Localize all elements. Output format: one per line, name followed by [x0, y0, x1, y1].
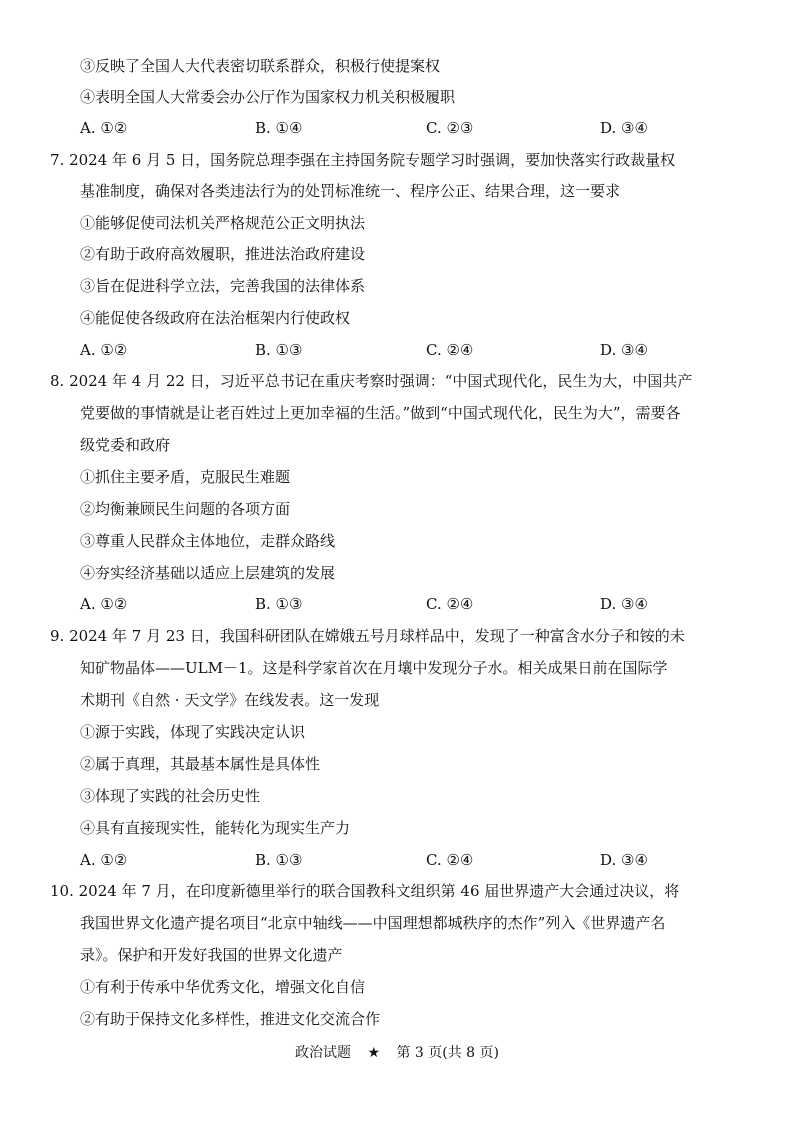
- q9-choice-d[interactable]: D. ③④: [600, 851, 648, 869]
- q9-stem-line-3: 术期刊《自然 · 天文学》在线发表。这一发现: [80, 691, 380, 709]
- q8-stem-line-1: 8. 2024 年 4 月 22 日，习近平总书记在重庆考察时强调：“中国式现代化，民生为大，中国共产: [50, 372, 693, 390]
- q9-option-4: ④具有直接现实性，能转化为现实生产力: [80, 819, 351, 837]
- q7-choice-c[interactable]: C. ②④: [426, 341, 474, 359]
- q7-choice-d[interactable]: D. ③④: [600, 341, 648, 359]
- q6-choice-b[interactable]: B. ①④: [255, 119, 303, 137]
- q8-choice-b[interactable]: B. ①③: [255, 595, 303, 613]
- footer-subject: 政治试题: [294, 1045, 351, 1061]
- q7-choice-a[interactable]: A. ①②: [80, 341, 128, 359]
- q6-choices: [80, 118, 700, 138]
- q7-stem-line-1: 7. 2024 年 6 月 5 日，国务院总理李强在主持国务院专题学习时强调，要加快落实行政裁量权: [50, 151, 676, 169]
- q8-option-1: ①抓住主要矛盾，克服民生难题: [80, 468, 291, 486]
- page-footer: [0, 1043, 794, 1063]
- q10-stem-line-1: 10. 2024 年 7 月，在印度新德里举行的联合国教科文组织第 46 届世界遗产大会通过决议，将: [50, 882, 680, 900]
- q8-choice-c[interactable]: C. ②④: [426, 595, 474, 613]
- q6-option-4: ④表明全国人大常委会办公厅作为国家权力机关积极履职: [80, 88, 456, 106]
- q7-option-2: ②有助于政府高效履职，推进法治政府建设: [80, 245, 366, 263]
- q6-option-3: ③反映了全国人大代表密切联系群众，积极行使提案权: [80, 57, 441, 75]
- q7-option-1: ①能够促使司法机关严格规范公正文明执法: [80, 214, 366, 232]
- footer-page-number: 第 3 页(共 8 页): [396, 1045, 499, 1061]
- q8-choices: [80, 594, 700, 614]
- q9-choices: [80, 850, 700, 870]
- q9-choice-b[interactable]: B. ①③: [255, 851, 303, 869]
- q10-option-2: ②有助于保持文化多样性，推进文化交流合作: [80, 1010, 381, 1028]
- q9-option-3: ③体现了实践的社会历史性: [80, 787, 261, 805]
- q10-stem-line-3: 录》。保护和开发好我国的世界文化遗产: [80, 946, 343, 964]
- q8-stem-line-3: 级党委和政府: [80, 436, 171, 454]
- q8-stem-line-2: 党要做的事情就是让老百姓过上更加幸福的生活。”做到“中国式现代化，民生为大”，需要各: [80, 404, 681, 422]
- q8-option-4: ④夯实经济基础以适应上层建筑的发展: [80, 564, 336, 582]
- q6-choice-c[interactable]: C. ②③: [426, 119, 474, 137]
- q6-choice-d[interactable]: D. ③④: [600, 119, 648, 137]
- q7-stem-line-2: 基准制度，确保对各类违法行为的处罚标准统一、程序公正、结果合理，这一要求: [80, 182, 621, 200]
- q10-option-1: ①有利于传承中华优秀文化，增强文化自信: [80, 978, 366, 996]
- q7-option-3: ③旨在促进科学立法，完善我国的法律体系: [80, 277, 366, 295]
- q9-choice-a[interactable]: A. ①②: [80, 851, 128, 869]
- star-icon: ★: [367, 1045, 380, 1061]
- q9-option-1: ①源于实践，体现了实践决定认识: [80, 723, 306, 741]
- q8-option-3: ③尊重人民群众主体地位，走群众路线: [80, 532, 336, 550]
- q9-choice-c[interactable]: C. ②④: [426, 851, 474, 869]
- q7-choices: [80, 340, 700, 360]
- q6-choice-a[interactable]: A. ①②: [80, 119, 128, 137]
- q7-option-4: ④能促使各级政府在法治框架内行使政权: [80, 309, 351, 327]
- q9-stem-line-1: 9. 2024 年 7 月 23 日，我国科研团队在嫦娥五号月球样品中，发现了一种富含水分子和铵的未: [50, 627, 685, 645]
- q8-choice-a[interactable]: A. ①②: [80, 595, 128, 613]
- q9-option-2: ②属于真理，其最基本属性是具体性: [80, 755, 321, 773]
- q8-option-2: ②均衡兼顾民生问题的各项方面: [80, 500, 291, 518]
- q10-stem-line-2: 我国世界文化遗产提名项目“北京中轴线——中国理想都城秩序的杰作”列入《世界遗产名: [80, 914, 666, 932]
- q9-stem-line-2: 知矿物晶体——ULM－1。这是科学家首次在月壤中发现分子水。相关成果日前在国际学: [80, 659, 668, 677]
- q7-choice-b[interactable]: B. ①③: [255, 341, 303, 359]
- q8-choice-d[interactable]: D. ③④: [600, 595, 648, 613]
